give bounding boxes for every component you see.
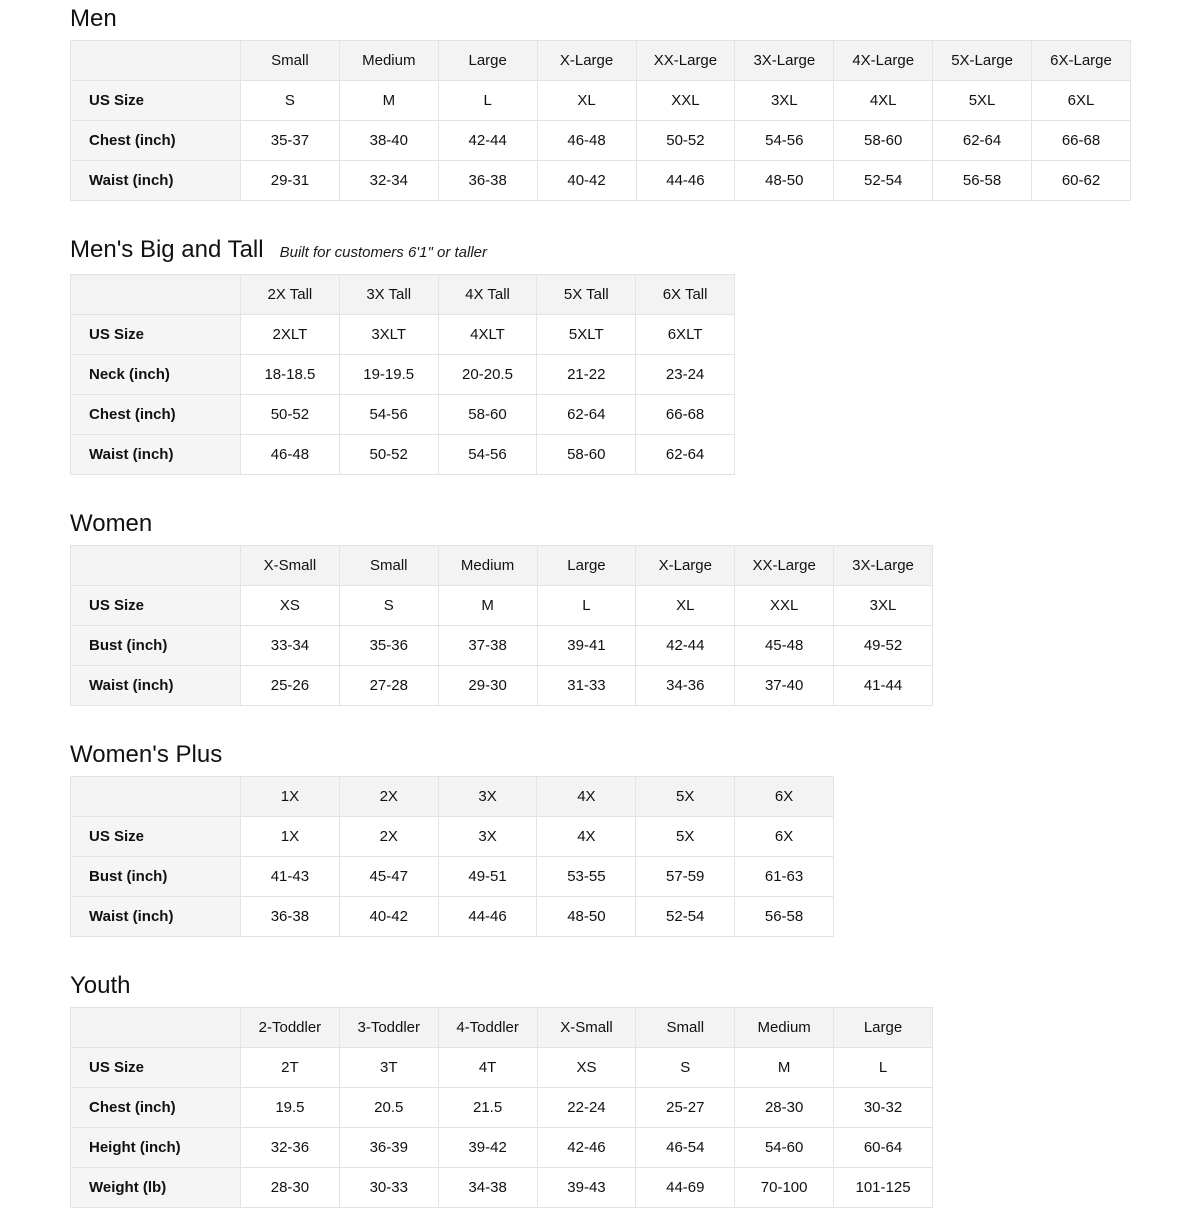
value-cell: 66-68 <box>636 395 735 435</box>
row-label: Bust (inch) <box>71 626 241 666</box>
value-cell: 41-44 <box>834 666 933 706</box>
table-row <box>71 586 933 626</box>
value-cell: 30-32 <box>834 1088 933 1128</box>
value-cell: XL <box>636 586 735 626</box>
column-header: 4-Toddler <box>438 1008 537 1048</box>
column-header: Large <box>438 41 537 81</box>
section-title-youth: Youth <box>70 972 131 999</box>
column-header: X-Large <box>537 41 636 81</box>
value-cell: 44-69 <box>636 1168 735 1208</box>
value-cell: 42-46 <box>537 1128 636 1168</box>
men-s-big-and-tall-size-table <box>70 274 735 475</box>
column-header: 3X <box>438 777 537 817</box>
column-header: 3X Tall <box>339 275 438 315</box>
value-cell: 19-19.5 <box>339 355 438 395</box>
value-cell: XS <box>537 1048 636 1088</box>
row-label: US Size <box>71 81 241 121</box>
value-cell: 1X <box>241 817 340 857</box>
value-cell: 3XL <box>735 81 834 121</box>
value-cell: 42-44 <box>438 121 537 161</box>
table-header-row <box>71 275 735 315</box>
table-row <box>71 355 735 395</box>
row-label: Chest (inch) <box>71 1088 241 1128</box>
table-row <box>71 81 1131 121</box>
value-cell: XS <box>241 586 340 626</box>
value-cell: 44-46 <box>438 897 537 937</box>
value-cell: 25-27 <box>636 1088 735 1128</box>
column-header: Small <box>241 41 340 81</box>
table-row <box>71 1128 933 1168</box>
value-cell: 35-37 <box>241 121 340 161</box>
value-cell: 46-48 <box>537 121 636 161</box>
value-cell: 39-42 <box>438 1128 537 1168</box>
value-cell: 54-60 <box>735 1128 834 1168</box>
size-section-youth <box>70 971 1200 1208</box>
value-cell: S <box>241 81 340 121</box>
value-cell: M <box>438 586 537 626</box>
column-header: XX-Large <box>735 546 834 586</box>
value-cell: 40-42 <box>537 161 636 201</box>
size-section-men-s-big-and-tall <box>70 235 1200 475</box>
value-cell: M <box>339 81 438 121</box>
corner-cell <box>71 777 241 817</box>
column-header: 3X-Large <box>834 546 933 586</box>
table-row <box>71 817 834 857</box>
table-row <box>71 315 735 355</box>
value-cell: 42-44 <box>636 626 735 666</box>
column-header: 1X <box>241 777 340 817</box>
value-cell: XL <box>537 81 636 121</box>
value-cell: M <box>735 1048 834 1088</box>
value-cell: 50-52 <box>241 395 340 435</box>
value-cell: 23-24 <box>636 355 735 395</box>
column-header: Large <box>537 546 636 586</box>
value-cell: 4XLT <box>438 315 537 355</box>
women-s-plus-size-table <box>70 776 834 937</box>
table-row <box>71 161 1131 201</box>
value-cell: 49-52 <box>834 626 933 666</box>
value-cell: 29-31 <box>241 161 340 201</box>
value-cell: 61-63 <box>735 857 834 897</box>
value-cell: 46-54 <box>636 1128 735 1168</box>
value-cell: 56-58 <box>933 161 1032 201</box>
value-cell: 52-54 <box>834 161 933 201</box>
row-label: Waist (inch) <box>71 666 241 706</box>
size-section-women-s-plus <box>70 740 1200 937</box>
value-cell: 3T <box>339 1048 438 1088</box>
row-label: US Size <box>71 817 241 857</box>
size-section-women <box>70 509 1200 706</box>
value-cell: 49-51 <box>438 857 537 897</box>
value-cell: 6X <box>735 817 834 857</box>
corner-cell <box>71 1008 241 1048</box>
column-header: X-Large <box>636 546 735 586</box>
value-cell: 54-56 <box>735 121 834 161</box>
value-cell: 5XLT <box>537 315 636 355</box>
value-cell: 36-38 <box>241 897 340 937</box>
value-cell: 35-36 <box>339 626 438 666</box>
value-cell: 62-64 <box>636 435 735 475</box>
value-cell: 3XL <box>834 586 933 626</box>
value-cell: L <box>834 1048 933 1088</box>
value-cell: 32-34 <box>339 161 438 201</box>
value-cell: 60-64 <box>834 1128 933 1168</box>
table-row <box>71 666 933 706</box>
section-title-women-s-plus: Women's Plus <box>70 741 223 768</box>
value-cell: 57-59 <box>636 857 735 897</box>
value-cell: 37-38 <box>438 626 537 666</box>
value-cell: 34-38 <box>438 1168 537 1208</box>
value-cell: 60-62 <box>1032 161 1131 201</box>
value-cell: 6XLT <box>636 315 735 355</box>
value-cell: 39-43 <box>537 1168 636 1208</box>
value-cell: 53-55 <box>537 857 636 897</box>
column-header: 4X <box>537 777 636 817</box>
column-header: Large <box>834 1008 933 1048</box>
men-size-table <box>70 40 1131 201</box>
column-header: 4X-Large <box>834 41 933 81</box>
column-header: 2-Toddler <box>241 1008 340 1048</box>
value-cell: 36-39 <box>339 1128 438 1168</box>
value-cell: 6XL <box>1032 81 1131 121</box>
column-header: 2X <box>339 777 438 817</box>
column-header: 5X-Large <box>933 41 1032 81</box>
table-row <box>71 1048 933 1088</box>
row-label: Chest (inch) <box>71 395 241 435</box>
value-cell: L <box>537 586 636 626</box>
value-cell: 2X <box>339 817 438 857</box>
value-cell: 4X <box>537 817 636 857</box>
value-cell: 41-43 <box>241 857 340 897</box>
value-cell: 62-64 <box>537 395 636 435</box>
section-title-men: Men <box>70 5 117 32</box>
corner-cell <box>71 546 241 586</box>
value-cell: 36-38 <box>438 161 537 201</box>
row-label: US Size <box>71 315 241 355</box>
column-header: 3X-Large <box>735 41 834 81</box>
table-header-row <box>71 546 933 586</box>
value-cell: 2T <box>241 1048 340 1088</box>
table-row <box>71 435 735 475</box>
column-header: 2X Tall <box>241 275 340 315</box>
value-cell: 52-54 <box>636 897 735 937</box>
value-cell: 34-36 <box>636 666 735 706</box>
value-cell: 28-30 <box>241 1168 340 1208</box>
section-subtitle-men-s-big-and-tall: Built for customers 6'1" or taller <box>279 244 488 261</box>
column-header: 4X Tall <box>438 275 537 315</box>
table-row <box>71 897 834 937</box>
value-cell: 58-60 <box>438 395 537 435</box>
value-cell: 58-60 <box>834 121 933 161</box>
size-section-men <box>70 4 1200 201</box>
value-cell: 50-52 <box>339 435 438 475</box>
value-cell: 4T <box>438 1048 537 1088</box>
value-cell: 4XL <box>834 81 933 121</box>
corner-cell <box>71 41 241 81</box>
value-cell: S <box>636 1048 735 1088</box>
table-row <box>71 1088 933 1128</box>
value-cell: 3X <box>438 817 537 857</box>
table-row <box>71 857 834 897</box>
column-header: X-Small <box>537 1008 636 1048</box>
value-cell: 20.5 <box>339 1088 438 1128</box>
value-cell: 27-28 <box>339 666 438 706</box>
value-cell: 3XLT <box>339 315 438 355</box>
value-cell: 22-24 <box>537 1088 636 1128</box>
value-cell: 40-42 <box>339 897 438 937</box>
section-title-women: Women <box>70 510 153 537</box>
size-chart-page <box>70 4 1200 1208</box>
value-cell: 38-40 <box>339 121 438 161</box>
section-title-men-s-big-and-tall: Men's Big and Tall Built for customers 6'1" or taller <box>70 236 488 263</box>
row-label: Waist (inch) <box>71 435 241 475</box>
column-header: 6X Tall <box>636 275 735 315</box>
row-label: Chest (inch) <box>71 121 241 161</box>
row-label: US Size <box>71 586 241 626</box>
row-label: Weight (lb) <box>71 1168 241 1208</box>
row-label: Waist (inch) <box>71 897 241 937</box>
row-label: Bust (inch) <box>71 857 241 897</box>
column-header: X-Small <box>241 546 340 586</box>
column-header: Medium <box>339 41 438 81</box>
value-cell: 54-56 <box>339 395 438 435</box>
value-cell: 5XL <box>933 81 1032 121</box>
value-cell: 45-48 <box>735 626 834 666</box>
youth-size-table <box>70 1007 933 1208</box>
value-cell: L <box>438 81 537 121</box>
value-cell: 25-26 <box>241 666 340 706</box>
table-row <box>71 395 735 435</box>
table-row <box>71 121 1131 161</box>
value-cell: S <box>339 586 438 626</box>
value-cell: 101-125 <box>834 1168 933 1208</box>
value-cell: 54-56 <box>438 435 537 475</box>
value-cell: 50-52 <box>636 121 735 161</box>
value-cell: 37-40 <box>735 666 834 706</box>
value-cell: 30-33 <box>339 1168 438 1208</box>
column-header: 5X Tall <box>537 275 636 315</box>
value-cell: 29-30 <box>438 666 537 706</box>
value-cell: XXL <box>735 586 834 626</box>
column-header: 6X-Large <box>1032 41 1131 81</box>
value-cell: 58-60 <box>537 435 636 475</box>
value-cell: 45-47 <box>339 857 438 897</box>
value-cell: 62-64 <box>933 121 1032 161</box>
corner-cell <box>71 275 241 315</box>
value-cell: 33-34 <box>241 626 340 666</box>
value-cell: 48-50 <box>537 897 636 937</box>
table-row <box>71 1168 933 1208</box>
value-cell: 19.5 <box>241 1088 340 1128</box>
value-cell: 70-100 <box>735 1168 834 1208</box>
column-header: Small <box>339 546 438 586</box>
value-cell: XXL <box>636 81 735 121</box>
table-header-row <box>71 1008 933 1048</box>
value-cell: 28-30 <box>735 1088 834 1128</box>
value-cell: 31-33 <box>537 666 636 706</box>
row-label: Waist (inch) <box>71 161 241 201</box>
value-cell: 39-41 <box>537 626 636 666</box>
table-header-row <box>71 41 1131 81</box>
value-cell: 56-58 <box>735 897 834 937</box>
row-label: Neck (inch) <box>71 355 241 395</box>
value-cell: 21.5 <box>438 1088 537 1128</box>
table-header-row <box>71 777 834 817</box>
value-cell: 2XLT <box>241 315 340 355</box>
women-size-table <box>70 545 933 706</box>
column-header: XX-Large <box>636 41 735 81</box>
table-row <box>71 626 933 666</box>
column-header: 3-Toddler <box>339 1008 438 1048</box>
value-cell: 21-22 <box>537 355 636 395</box>
value-cell: 5X <box>636 817 735 857</box>
value-cell: 66-68 <box>1032 121 1131 161</box>
value-cell: 18-18.5 <box>241 355 340 395</box>
column-header: Medium <box>735 1008 834 1048</box>
value-cell: 20-20.5 <box>438 355 537 395</box>
value-cell: 46-48 <box>241 435 340 475</box>
value-cell: 48-50 <box>735 161 834 201</box>
column-header: 5X <box>636 777 735 817</box>
row-label: Height (inch) <box>71 1128 241 1168</box>
value-cell: 44-46 <box>636 161 735 201</box>
column-header: Small <box>636 1008 735 1048</box>
row-label: US Size <box>71 1048 241 1088</box>
value-cell: 32-36 <box>241 1128 340 1168</box>
column-header: 6X <box>735 777 834 817</box>
column-header: Medium <box>438 546 537 586</box>
